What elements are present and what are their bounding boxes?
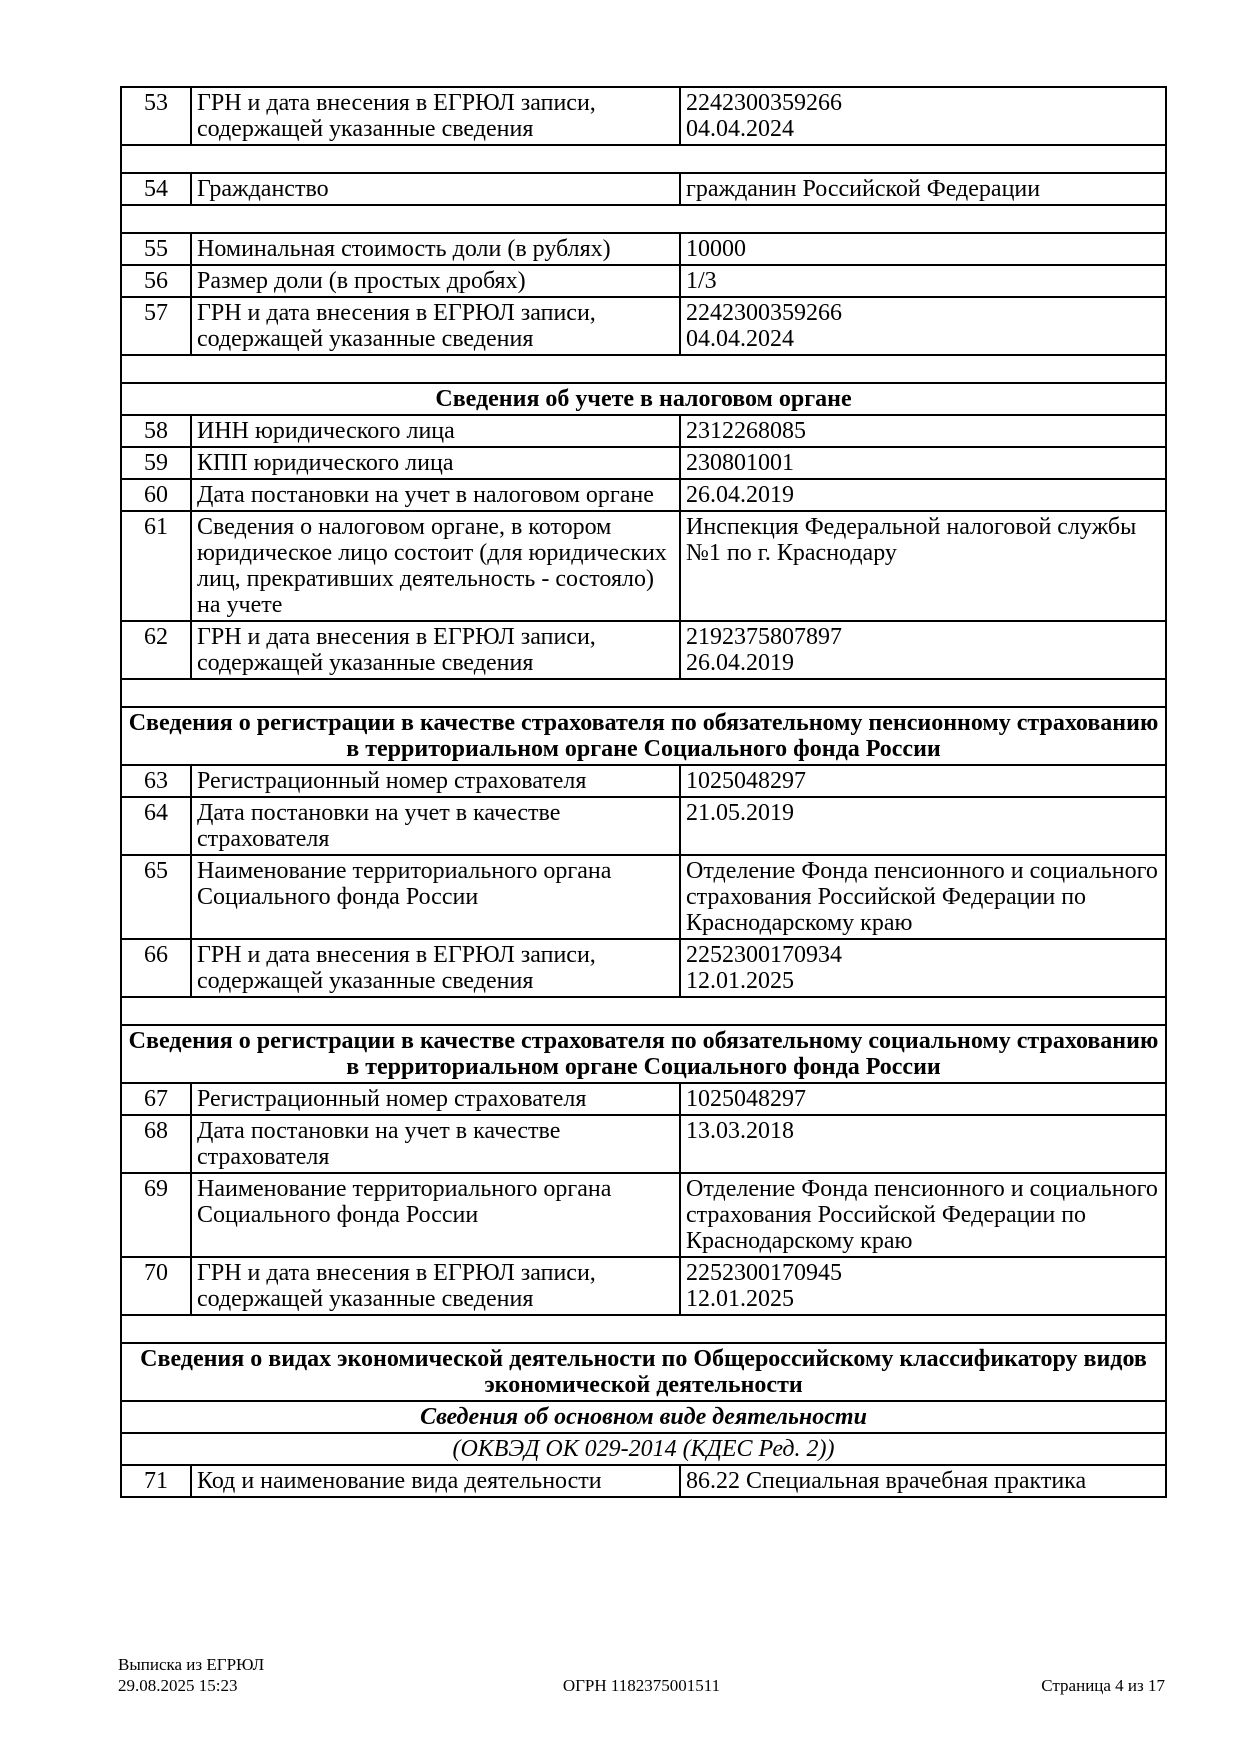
row-label: Гражданство	[191, 173, 680, 205]
spacer-row	[121, 997, 1166, 1025]
row-number: 58	[121, 415, 191, 447]
table-row	[121, 797, 1166, 855]
row-value: 86.22 Специальная врачебная практика	[680, 1465, 1166, 1497]
row-value: 26.04.2019	[680, 479, 1166, 511]
table-row	[121, 1173, 1166, 1257]
row-label: Дата постановки на учет в качестве страхователя	[191, 1115, 680, 1173]
section-header-row	[121, 707, 1166, 765]
table-row	[121, 297, 1166, 355]
row-number: 57	[121, 297, 191, 355]
subsection-title: Сведения об основном виде деятельности	[121, 1401, 1166, 1433]
row-value: 2252300170934 12.01.2025	[680, 939, 1166, 997]
row-label: Регистрационный номер страхователя	[191, 765, 680, 797]
row-value: 13.03.2018	[680, 1115, 1166, 1173]
table-row	[121, 621, 1166, 679]
row-label: Размер доли (в простых дробях)	[191, 265, 680, 297]
spacer-cell	[121, 997, 1166, 1025]
row-number: 55	[121, 233, 191, 265]
row-label: Дата постановки на учет в качестве страхователя	[191, 797, 680, 855]
section-title: Сведения о регистрации в качестве страхователя по обязательному пенсионному страхованию в территориальном органе Социального фонда России	[121, 707, 1166, 765]
row-label: Регистрационный номер страхователя	[191, 1083, 680, 1115]
table-row	[121, 511, 1166, 621]
row-label: Сведения о налоговом органе, в котором юридическое лицо состоит (для юридических лиц, прекративших деятельность - состояло) на учете	[191, 511, 680, 621]
row-value: 1025048297	[680, 765, 1166, 797]
table-row	[121, 173, 1166, 205]
row-value: Отделение Фонда пенсионного и социального страхования Российской Федерации по Краснодарскому краю	[680, 1173, 1166, 1257]
row-value: 2192375807897 26.04.2019	[680, 621, 1166, 679]
table-row	[121, 415, 1166, 447]
table-row	[121, 1083, 1166, 1115]
row-value: Инспекция Федеральной налоговой службы №1 по г. Краснодару	[680, 511, 1166, 621]
row-label: Дата постановки на учет в налоговом органе	[191, 479, 680, 511]
row-number: 64	[121, 797, 191, 855]
section-header-row	[121, 1343, 1166, 1401]
section-header-row	[121, 1401, 1166, 1433]
row-label: Наименование территориального органа Социального фонда России	[191, 1173, 680, 1257]
spacer-cell	[121, 205, 1166, 233]
section-header-row	[121, 1025, 1166, 1083]
row-value: 21.05.2019	[680, 797, 1166, 855]
table-row	[121, 939, 1166, 997]
spacer-cell	[121, 679, 1166, 707]
row-number: 66	[121, 939, 191, 997]
spacer-cell	[121, 145, 1166, 173]
row-value: Отделение Фонда пенсионного и социального страхования Российской Федерации по Краснодарскому краю	[680, 855, 1166, 939]
section-title: Сведения о видах экономической деятельности по Общероссийскому классификатору видов экономической деятельности	[121, 1343, 1166, 1401]
table-row	[121, 447, 1166, 479]
row-label: Номинальная стоимость доли (в рублях)	[191, 233, 680, 265]
row-value: 1/3	[680, 265, 1166, 297]
row-number: 63	[121, 765, 191, 797]
row-number: 60	[121, 479, 191, 511]
spacer-row	[121, 355, 1166, 383]
table-row	[121, 1115, 1166, 1173]
footer-page-number: Страница 4 из 17	[1041, 1676, 1165, 1695]
table-row	[121, 1465, 1166, 1497]
row-value: 10000	[680, 233, 1166, 265]
row-label: КПП юридического лица	[191, 447, 680, 479]
table-row	[121, 765, 1166, 797]
spacer-row	[121, 1315, 1166, 1343]
row-number: 65	[121, 855, 191, 939]
row-number: 53	[121, 87, 191, 145]
row-value: 2312268085	[680, 415, 1166, 447]
row-number: 67	[121, 1083, 191, 1115]
footer-datetime: 29.08.2025 15:23	[118, 1676, 238, 1695]
row-number: 62	[121, 621, 191, 679]
row-label: ГРН и дата внесения в ЕГРЮЛ записи, содержащей указанные сведения	[191, 621, 680, 679]
row-value: 1025048297	[680, 1083, 1166, 1115]
subsection-title: (ОКВЭД ОК 029-2014 (КДЕС Ред. 2))	[121, 1433, 1166, 1465]
row-label: Наименование территориального органа Социального фонда России	[191, 855, 680, 939]
row-number: 69	[121, 1173, 191, 1257]
table-row	[121, 855, 1166, 939]
spacer-row	[121, 145, 1166, 173]
row-label: ГРН и дата внесения в ЕГРЮЛ записи, содержащей указанные сведения	[191, 87, 680, 145]
footer-ogrn: ОГРН 1182375001511	[562, 1676, 721, 1695]
table-row	[121, 265, 1166, 297]
row-value: 2242300359266 04.04.2024	[680, 297, 1166, 355]
row-number: 59	[121, 447, 191, 479]
spacer-cell	[121, 1315, 1166, 1343]
row-number: 56	[121, 265, 191, 297]
row-value: гражданин Российской Федерации	[680, 173, 1166, 205]
row-label: ГРН и дата внесения в ЕГРЮЛ записи, содержащей указанные сведения	[191, 297, 680, 355]
table-row	[121, 479, 1166, 511]
spacer-cell	[121, 355, 1166, 383]
row-number: 71	[121, 1465, 191, 1497]
row-number: 68	[121, 1115, 191, 1173]
spacer-row	[121, 679, 1166, 707]
section-header-row	[121, 1433, 1166, 1465]
section-title: Сведения об учете в налоговом органе	[121, 383, 1166, 415]
table-row	[121, 233, 1166, 265]
footer-doc-type: Выписка из ЕГРЮЛ	[118, 1655, 265, 1674]
row-value: 230801001	[680, 447, 1166, 479]
egrul-extract-table	[120, 86, 1167, 1498]
row-label: Код и наименование вида деятельности	[191, 1465, 680, 1497]
table-row	[121, 1257, 1166, 1315]
row-value: 2242300359266 04.04.2024	[680, 87, 1166, 145]
row-label: ГРН и дата внесения в ЕГРЮЛ записи, содержащей указанные сведения	[191, 939, 680, 997]
row-number: 54	[121, 173, 191, 205]
spacer-row	[121, 205, 1166, 233]
row-label: ГРН и дата внесения в ЕГРЮЛ записи, содержащей указанные сведения	[191, 1257, 680, 1315]
row-label: ИНН юридического лица	[191, 415, 680, 447]
row-number: 61	[121, 511, 191, 621]
section-title: Сведения о регистрации в качестве страхователя по обязательному социальному страхованию в территориальном органе Социального фонда России	[121, 1025, 1166, 1083]
table-row	[121, 87, 1166, 145]
page-footer	[118, 1652, 1165, 1696]
section-header-row	[121, 383, 1166, 415]
row-number: 70	[121, 1257, 191, 1315]
row-value: 2252300170945 12.01.2025	[680, 1257, 1166, 1315]
